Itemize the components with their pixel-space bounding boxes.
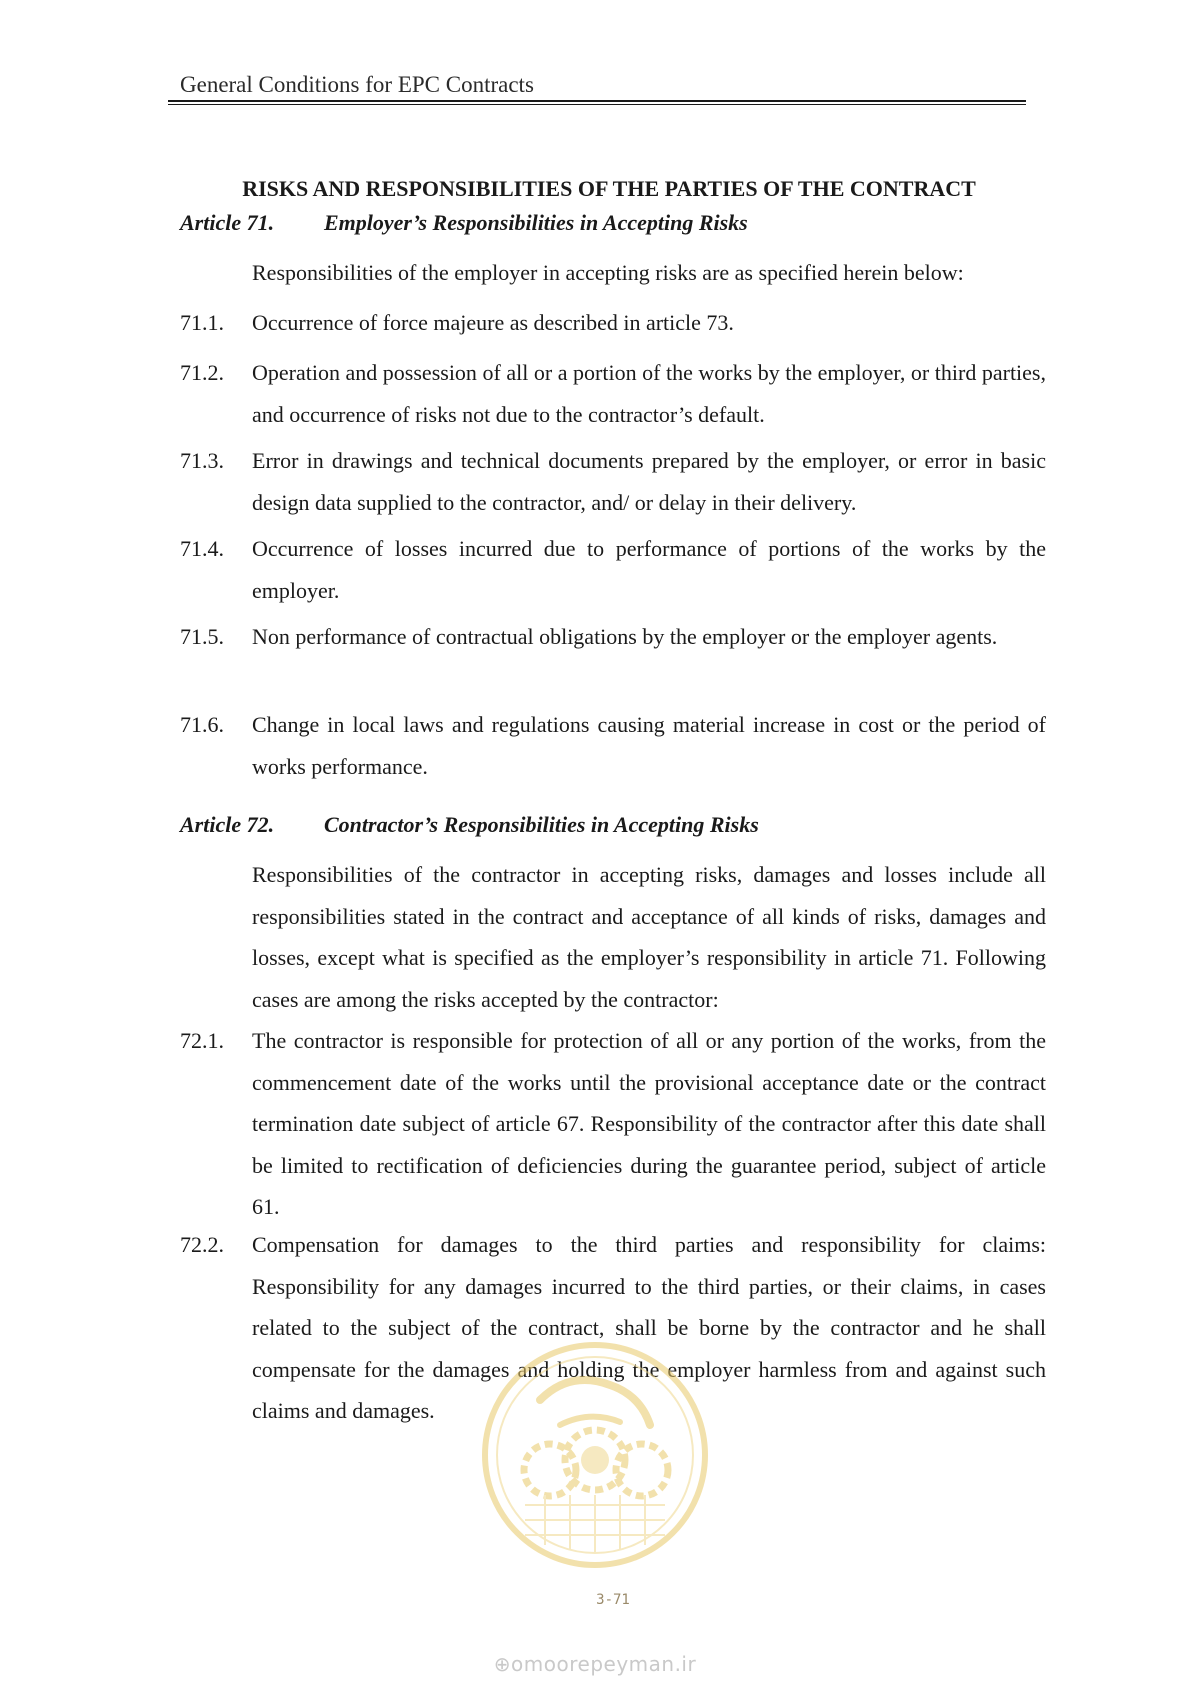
clause-71-6: [180, 704, 1046, 787]
clause-number: 72.2.: [180, 1232, 224, 1257]
article-71-intro: Responsibilities of the employer in accepting risks are as specified herein below:: [252, 260, 964, 285]
clause-number: 71.1.: [180, 310, 224, 335]
clause-number: 71.4.: [180, 536, 224, 561]
section-heading: RISKS AND RESPONSIBILITIES OF THE PARTIES OF THE CONTRACT: [242, 176, 976, 201]
article-72-heading: [180, 810, 759, 840]
clause-text: The contractor is responsible for protection of all or any portion of the works, from the commencement date of the works until the provisional acceptance date or the contract termination date subject of article 67. Responsibility of the contractor after this date shall be limited to rectification of deficiencies during the guarantee period, subject of article 61.: [252, 1028, 1046, 1219]
clause-71-2: [180, 352, 1046, 435]
article-72-number: Article 72.: [180, 812, 275, 837]
watermark-site-label: omoorepeyman.ir: [511, 1652, 697, 1676]
clause-number: 71.2.: [180, 360, 224, 385]
clause-text: Compensation for damages to the third parties and responsibility for claims: Responsibility for any damages incurred to the third parties, or their claims, in cases related to the subject of the contract, shall be borne by the contractor and he shall compensate for the damages and holding the employer harmless from and against such claims and damages.: [252, 1232, 1046, 1423]
clause-71-5: [180, 616, 1046, 658]
clause-text: Error in drawings and technical documents prepared by the employer, or error in basic design data supplied to the contractor, and/ or delay in their delivery.: [252, 448, 1046, 515]
clause-71-1: [180, 302, 1046, 344]
article-71-title: Employer’s Responsibilities in Accepting Risks: [324, 210, 748, 235]
clause-text: Non performance of contractual obligations by the employer or the employer agents.: [252, 624, 998, 649]
article-72-intro: Responsibilities of the contractor in accepting risks, damages and losses include all responsibilities stated in the contract and acceptance of all kinds of risks, damages and losses, except what is specified as the employer’s responsibility in article 71. Following cases are among the risks accepted by the contractor:: [252, 862, 1046, 1012]
header-title: General Conditions for EPC Contracts: [180, 72, 534, 97]
clause-number: 71.5.: [180, 624, 224, 649]
watermark-site-text: [0, 1652, 1190, 1676]
running-header: [168, 72, 1026, 105]
article-71-number: Article 71.: [180, 210, 275, 235]
header-rule-thin: [168, 104, 1026, 105]
globe-icon: ⊕: [493, 1652, 512, 1676]
clause-71-3: [180, 440, 1046, 523]
watermark-seal-icon: [470, 1330, 720, 1580]
clause-71-4: [180, 528, 1046, 611]
clause-text: Change in local laws and regulations causing material increase in cost or the period of works performance.: [252, 712, 1046, 779]
clause-number: 71.3.: [180, 448, 224, 473]
clause-72-1: [180, 1020, 1046, 1228]
clause-text: Occurrence of losses incurred due to performance of portions of the works by the employer.: [252, 536, 1046, 603]
article-72-title: Contractor’s Responsibilities in Accepting Risks: [324, 812, 759, 837]
header-rule-thick: [168, 100, 1026, 102]
clause-text: Operation and possession of all or a portion of the works by the employer, or third parties, and occurrence of risks not due to the contractor’s default.: [252, 360, 1046, 427]
clause-text: Occurrence of force majeure as described in article 73.: [252, 310, 734, 335]
clause-number: 72.1.: [180, 1028, 224, 1053]
article-71-heading: [180, 208, 748, 238]
clause-number: 71.6.: [180, 712, 224, 737]
page-number: 3-71: [596, 1592, 630, 1608]
